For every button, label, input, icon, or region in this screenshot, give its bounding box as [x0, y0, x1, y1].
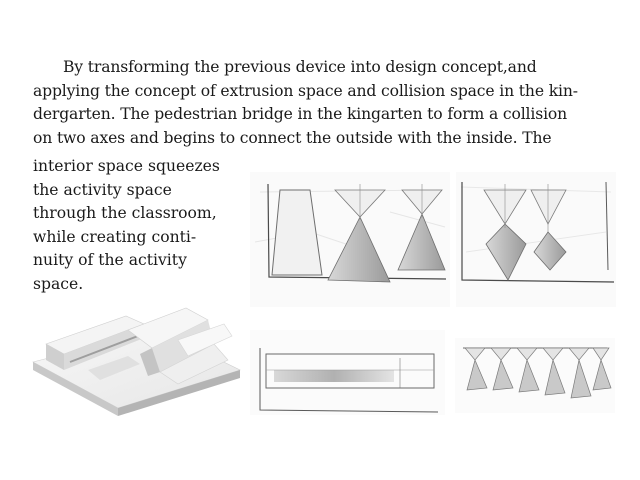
- side-line: space.: [33, 274, 84, 293]
- building-massing-model-render: [28, 300, 248, 420]
- side-line: the activity space: [33, 180, 172, 199]
- repeated-cone-row-sketch: [455, 338, 615, 413]
- linear-plan-sketch: [250, 330, 445, 415]
- paragraph-line: dergarten. The pedestrian bridge in the kingarten to form a collision: [33, 105, 568, 123]
- side-line: while creating conti-: [33, 227, 197, 246]
- paragraph-line: By transforming the previous device into design concept,and: [63, 58, 537, 76]
- side-line: nuity of the activity: [33, 251, 187, 269]
- extrusion-cone-sketches: [250, 172, 450, 307]
- paragraph-line: applying the concept of extrusion space and collision space in the kin-: [33, 81, 578, 100]
- paragraph-line: on two axes and begins to connect the outside with the inside. The: [33, 128, 552, 147]
- side-line: interior space squeezes: [33, 157, 220, 175]
- body-paragraph: [33, 56, 613, 150]
- side-line: through the classroom,: [33, 204, 217, 222]
- side-paragraph: [33, 155, 248, 296]
- collision-cone-sketches: [456, 172, 616, 307]
